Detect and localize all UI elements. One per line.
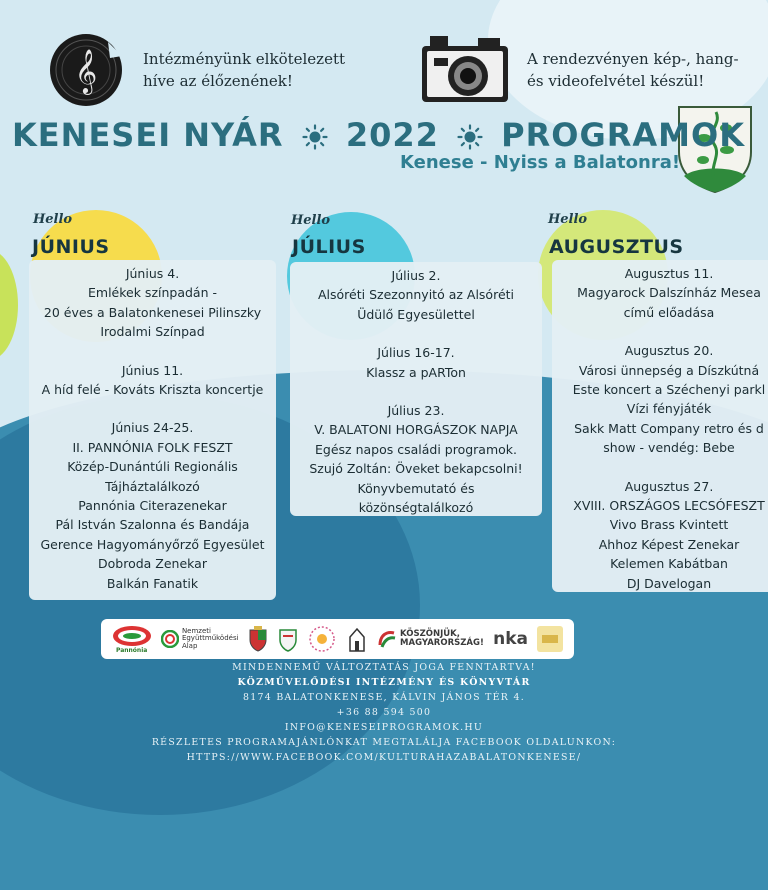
title-text: PROGRAMOK xyxy=(501,116,745,154)
program-line: DJ Davelogan xyxy=(626,575,712,591)
footer-facebook-link[interactable]: HTTPS://WWW.FACEBOOK.COM/KULTURAHAZABALATONKENESE/ xyxy=(186,752,582,763)
live-music-notice xyxy=(143,48,383,92)
july-program-card xyxy=(290,262,542,516)
program-line: Magyarock Dalszínház Mesea xyxy=(577,285,761,301)
footer-phone: +36 88 594 500 xyxy=(336,707,432,718)
hello-label: Hello xyxy=(291,213,331,228)
program-line: Vízi fényjáték xyxy=(626,401,712,417)
program-line: című előadása xyxy=(623,304,715,320)
village-program-icon xyxy=(346,625,368,653)
program-line: Könyvbemutató és xyxy=(357,480,475,496)
program-line: 20 éves a Balatonkenesei Pilinszky xyxy=(43,304,262,320)
title-text: KENESEI NYÁR xyxy=(12,116,284,154)
thanks-line: MAGYARORSZÁG! xyxy=(400,638,484,648)
hello-label: Hello xyxy=(33,212,73,227)
thanks-line: KÖSZÖNJÜK, xyxy=(400,629,460,639)
camera-icon xyxy=(416,30,512,108)
program-spacer xyxy=(556,322,768,341)
page-title xyxy=(12,116,745,154)
program-line: Este koncert a Széchenyi parkl xyxy=(572,382,766,398)
recording-notice xyxy=(527,48,762,92)
program-line: Üdülő Egyesülettel xyxy=(357,306,475,322)
notice-line: és videofelvétel készül! xyxy=(527,72,705,90)
program-line: V. BALATONI HORGÁSZOK NAPJA xyxy=(314,422,518,438)
june-program-card xyxy=(29,260,276,600)
month-june-heading: JÚNIUS xyxy=(32,236,110,258)
program-line: Június 4. xyxy=(125,266,180,281)
nea-line: Nemzeti xyxy=(181,626,211,635)
sun-icon xyxy=(457,124,483,150)
program-line: Július 23. xyxy=(387,403,445,419)
program-line: Július 16-17. xyxy=(377,345,455,361)
footer-email[interactable]: INFO@KENESEIPROGRAMOK.HU xyxy=(284,722,484,733)
program-spacer xyxy=(29,342,276,361)
program-line: Június 11. xyxy=(121,362,184,378)
pannonia-logo-text: Pannónia xyxy=(115,646,148,654)
footer-organization: KÖZMŰVELŐDÉSI INTÉZMÉNY ÉS KÖNYVTÁR xyxy=(237,677,531,688)
program-line: Sakk Matt Company retro és d xyxy=(574,420,764,436)
footer-disclaimer: MINDENNEMŰ VÁLTOZTATÁS JOGA FENNTARTVA! xyxy=(232,662,536,673)
program-line: Dobroda Zenekar xyxy=(98,556,207,572)
program-line: Pannónia Citerazenekar xyxy=(78,498,227,514)
program-line: Közép-Dunántúli Regionális xyxy=(67,459,238,475)
notice-line: Intézményünk elkötelezett xyxy=(143,50,346,68)
festival-badge-icon xyxy=(308,625,336,653)
veszprem-2023-logo-icon xyxy=(537,626,563,652)
program-spacer xyxy=(29,399,276,418)
program-line: Szujó Zoltán: Öveket bekapcsolni! xyxy=(309,461,523,477)
program-line: Városi ünnepség a Díszkútná xyxy=(578,362,760,378)
program-line: Július 2. xyxy=(391,268,441,283)
program-line: Gerence Hagyományőrző Egyesület xyxy=(40,536,265,552)
notice-line: híve az élőzenének! xyxy=(143,72,293,90)
pannonia-emblem-icon xyxy=(112,625,152,647)
program-spacer xyxy=(556,458,768,477)
program-line: Augusztus 11. xyxy=(624,266,714,281)
program-line: Alsóréti Szezonnyitó az Alsóréti xyxy=(317,287,515,303)
nea-logo xyxy=(161,628,239,651)
august-program-card xyxy=(552,260,768,592)
nea-emblem-icon xyxy=(161,630,179,648)
ministry-crest-icon xyxy=(277,626,299,652)
program-spacer xyxy=(290,324,542,343)
program-line: közönségtalálkozó xyxy=(358,500,474,516)
program-line: Vivo Brass Kvintett xyxy=(609,517,729,533)
program-line: Tájháztalálkozó xyxy=(105,478,200,494)
nea-line: Együttműködési xyxy=(181,634,239,643)
footer-facebook-note: RÉSZLETES PROGRAMAJÁNLÓNKAT MEGTALÁLJA FACEBOOK OLDALUNKON: xyxy=(151,737,617,748)
footer xyxy=(0,660,768,765)
month-august-heading: AUGUSZTUS xyxy=(549,236,684,258)
program-line: Pál István Szalonna és Bandája xyxy=(55,517,250,533)
notice-line: A rendezvényen kép-, hang- xyxy=(527,50,739,68)
music-disc-icon xyxy=(48,32,124,108)
nea-line: Alap xyxy=(181,641,198,650)
nka-logo: nka xyxy=(493,629,529,649)
program-line: show - vendég: Bebe xyxy=(603,440,735,456)
page-subtitle: Kenese - Nyiss a Balatonra! xyxy=(400,152,681,173)
flag-swirl-icon xyxy=(377,629,397,649)
hello-label: Hello xyxy=(548,212,588,227)
month-july-heading: JÚLIUS xyxy=(292,236,366,258)
program-line: Ahhoz Képest Zenekar xyxy=(598,536,740,552)
footer-address: 8174 BALATONKENESE, KÁLVIN JÁNOS TÉR 4. xyxy=(242,692,525,703)
thanks-hungary-logo xyxy=(377,629,484,649)
program-line: Emlékek színpadán - xyxy=(88,285,217,301)
sponsor-logo-strip xyxy=(101,619,574,659)
program-line: Egész napos családi programok. xyxy=(315,441,517,457)
program-line: Augusztus 20. xyxy=(624,343,714,359)
program-line: Balkán Fanatik xyxy=(106,575,199,591)
program-line: Augusztus 27. xyxy=(624,478,714,494)
program-line: Klassz a pARTon xyxy=(366,364,466,380)
program-line: Irodalmi Színpad xyxy=(100,324,205,340)
program-line: II. PANNÓNIA FOLK FESZT xyxy=(72,439,233,455)
pannonia-logo xyxy=(112,625,152,654)
sun-icon xyxy=(302,124,328,150)
program-spacer xyxy=(290,382,542,401)
title-year: 2022 xyxy=(345,116,439,154)
program-line: Június 24-25. xyxy=(111,420,194,436)
program-line: Kelemen Kabátban xyxy=(610,556,728,572)
program-line: A híd felé - Kováts Kriszta koncertje xyxy=(41,382,264,398)
coat-of-arms-icon xyxy=(248,626,268,652)
program-line: XVIII. ORSZÁGOS LECSÓFESZT xyxy=(573,498,765,514)
svg-text:𝄞: 𝄞 xyxy=(74,49,98,93)
